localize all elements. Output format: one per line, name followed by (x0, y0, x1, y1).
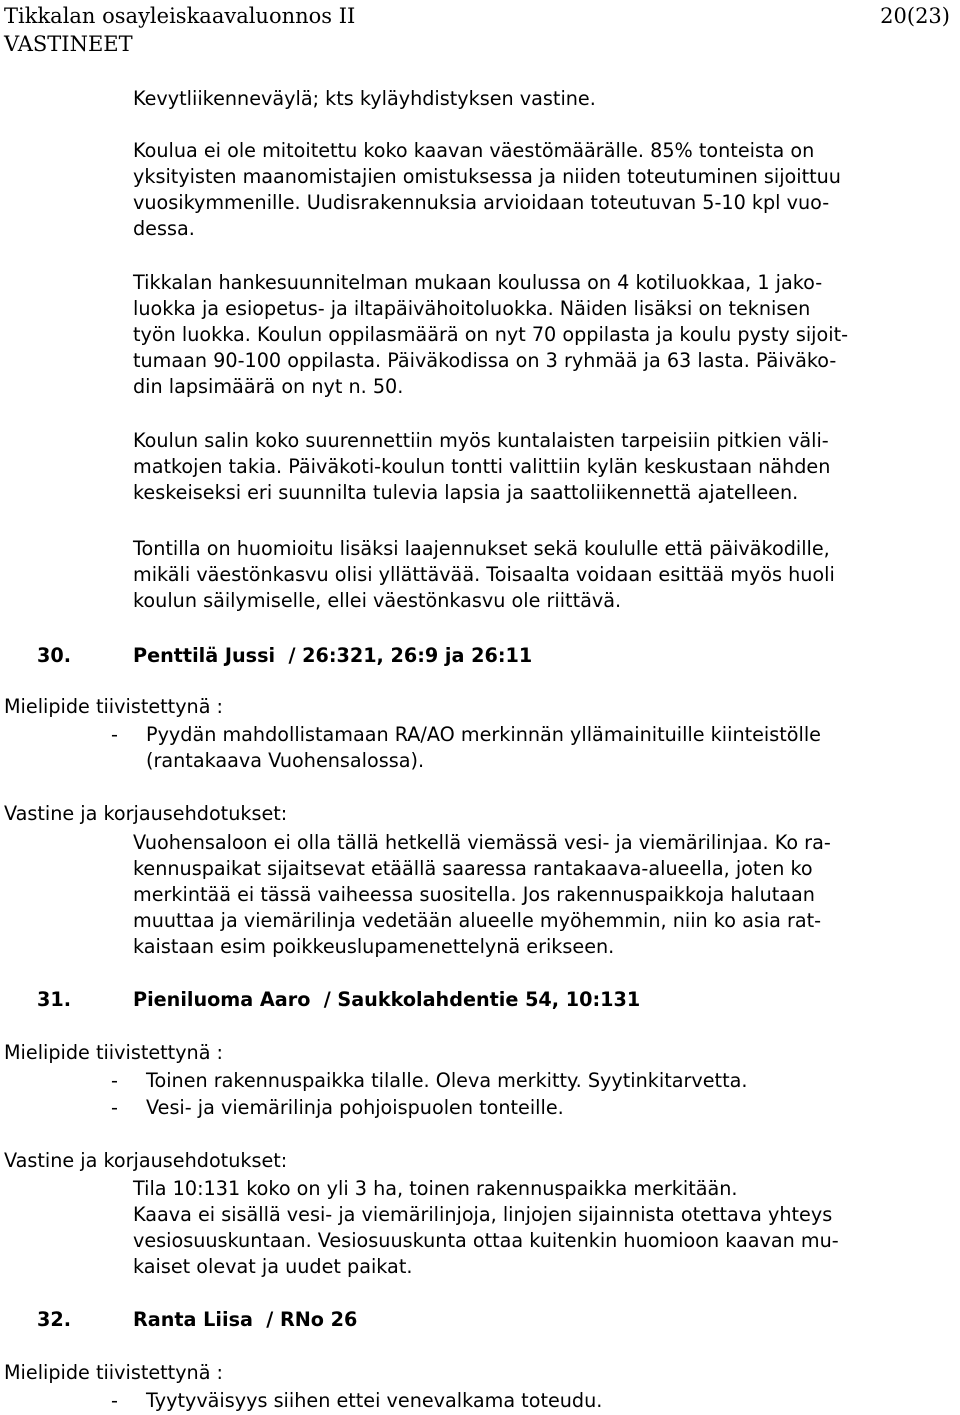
response-line: Kaava ei sisällä vesi- ja viemärilinjoja, linjojen sijainnista otettava yhteys (133, 1203, 833, 1226)
bullet-dash: - (111, 1096, 118, 1119)
intro-line: mikäli väestönkasvu olisi yllättävää. Toisaalta voidaan esittää myös huoli (133, 563, 835, 586)
response-label: Vastine ja korjausehdotukset: (4, 802, 288, 825)
intro-line: din lapsimäärä on nyt n. 50. (133, 375, 404, 398)
intro-line: matkojen takia. Päiväkoti-koulun tontti valittiin kylän keskustaan nähden (133, 455, 831, 478)
document-subtitle: VASTINEET (4, 32, 133, 56)
bullet-dash: - (111, 1389, 118, 1412)
intro-line: keskeiseksi eri suunnilta tulevia lapsia ja saattoliikennettä ajatelleen. (133, 481, 799, 504)
page-number: 20(23) (880, 4, 950, 28)
intro-line: luokka ja esiopetus- ja iltapäivähoitoluokka. Näiden lisäksi on teknisen (133, 297, 811, 320)
item-heading: Pieniluoma Aaro / Saukkolahdentie 54, 10:131 (133, 988, 641, 1011)
item-number: 30. (37, 644, 71, 667)
bullet-text: Pyydän mahdollistamaan RA/AO merkinnän yllämainituille kiinteistölle (146, 723, 821, 746)
item-heading: Penttilä Jussi / 26:321, 26:9 ja 26:11 (133, 644, 533, 667)
item-number: 32. (37, 1308, 71, 1331)
intro-line: vuosikymmenille. Uudisrakennuksia arvioidaan toteutuvan 5-10 kpl vuo- (133, 191, 830, 214)
response-line: muuttaa ja viemärilinja vedetään alueelle myöhemmin, niin ko asia rat- (133, 909, 822, 932)
item-heading: Ranta Liisa / RNo 26 (133, 1308, 358, 1331)
document-title-line: Tikkalan osayleiskaavaluonnos II (4, 4, 356, 28)
response-line: vesiosuuskuntaan. Vesiosuuskunta ottaa kuitenkin huomioon kaavan mu- (133, 1229, 839, 1252)
intro-line: tumaan 90-100 oppilasta. Päiväkodissa on 3 ryhmää ja 63 lasta. Päiväko- (133, 349, 837, 372)
intro-line: yksityisten maanomistajien omistuksessa ja niiden toteutuminen sijoittuu (133, 165, 841, 188)
intro-line: Tontilla on huomioitu lisäksi laajennukset sekä koululle että päiväkodille, (133, 537, 830, 560)
intro-line: työn luokka. Koulun oppilasmäärä on nyt 70 oppilasta ja koulu pysty sijoit- (133, 323, 849, 346)
opinion-label: Mielipide tiivistettynä : (4, 1041, 224, 1064)
bullet-text: Vesi- ja viemärilinja pohjoispuolen tonteille. (146, 1096, 564, 1119)
response-line: kaistaan esim poikkeuslupamenettelynä erikseen. (133, 935, 615, 958)
intro-line: Koulun salin koko suurennettiin myös kuntalaisten tarpeisiin pitkien väli- (133, 429, 829, 452)
intro-line: Tikkalan hankesuunnitelman mukaan koulussa on 4 kotiluokkaa, 1 jako- (133, 271, 823, 294)
response-line: Vuohensaloon ei olla tällä hetkellä viemässä vesi- ja viemärilinjaa. Ko ra- (133, 831, 831, 854)
bullet-text: Tyytyväisyys siihen ettei venevalkama toteudu. (146, 1389, 603, 1412)
response-line: merkintää ei tässä vaiheessa suositella. Jos rakennuspaikkoja halutaan (133, 883, 815, 906)
bullet-dash: - (111, 1069, 118, 1092)
response-label: Vastine ja korjausehdotukset: (4, 1149, 288, 1172)
response-line: kennuspaikat sijaitsevat etäällä saaressa rantakaava-alueella, joten ko (133, 857, 813, 880)
opinion-label: Mielipide tiivistettynä : (4, 1361, 224, 1384)
response-line: kaiset olevat ja uudet paikat. (133, 1255, 413, 1278)
intro-line: Koulua ei ole mitoitettu koko kaavan väestömäärälle. 85% tonteista on (133, 139, 815, 162)
intro-line: dessa. (133, 217, 195, 240)
opinion-label: Mielipide tiivistettynä : (4, 695, 224, 718)
bullet-text: Toinen rakennuspaikka tilalle. Oleva merkitty. Syytinkitarvetta. (146, 1069, 748, 1092)
intro-line: koulun säilymiselle, ellei väestönkasvu ole riittävä. (133, 589, 622, 612)
document-title (4, 2, 355, 58)
item-number: 31. (37, 988, 71, 1011)
bullet-dash: - (111, 723, 118, 746)
response-line: Tila 10:131 koko on yli 3 ha, toinen rakennuspaikka merkitään. (133, 1177, 738, 1200)
bullet-text: (rantakaava Vuohensalossa). (146, 749, 425, 772)
intro-line: Kevytliikenneväylä; kts kyläyhdistyksen vastine. (133, 87, 596, 110)
